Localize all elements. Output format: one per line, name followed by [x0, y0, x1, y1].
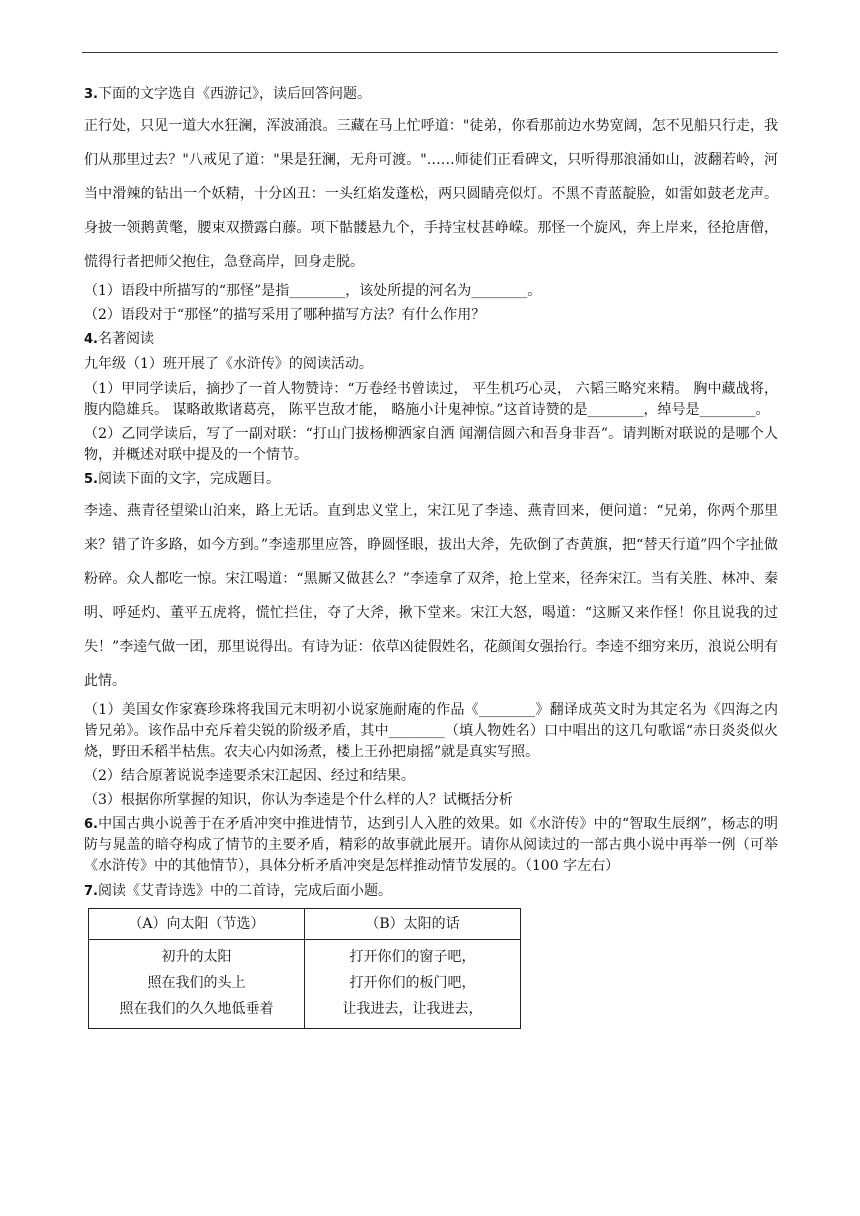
poem-table — [88, 908, 521, 1029]
question-3-sub-2: （2）语段对于“那怪”的描写采用了哪种描写方法？有什么作用？ — [84, 307, 486, 323]
question-prompt: 阅读《艾青诗选》中的二首诗，完成后面小题。 — [97, 883, 392, 899]
question-6 — [84, 814, 778, 877]
header-rule — [82, 52, 778, 53]
question-4-sub-1: （1）甲同学读后，摘抄了一首人物赞诗：“万卷经书曾读过， 平生机巧心灵， 六韬三略究来精。 胸中藏战将， 腹内隐雄兵。 谋略敢欺诸葛亮， 陈平岂敌才能， 略施小计鬼神惊。”这首诗赞的是________，绰号是________。 — [84, 381, 778, 418]
question-4-intro: 九年级（1）班开展了《水浒传》的阅读活动。 — [84, 356, 373, 372]
poem-line: 打开你们的板门吧， — [349, 975, 476, 991]
question-3-passage: 正行处，只见一道大水狂澜，浑波涌浪。三藏在马上忙呼道："徒弟，你看那前边水势宽阔，怎不见船只行走，我们从那里过去？"八戒见了道："果是狂澜，无舟可渡。"……师徒们正看碑文，只听得那浪涌如山，波翻若岭，河当中滑辣的钻出一个妖精，十分凶丑：一头红焰发蓬松，两只圆睛亮似灯。不黑不青蓝靛脸，如雷如鼓老龙声。身披一领鹅黄氅，腰束双攒露白藤。项下骷髅悬九个，手持宝杖甚峥嵘。那怪一个旋风，奔上岸来，径抢唐僧，慌得行者把师父抱住，急登高岸，回身走脱。 — [84, 118, 778, 270]
question-5-sub-2: （2）结合原著说说李逵要杀宋江起因、经过和结果。 — [84, 768, 415, 784]
question-7-heading — [84, 881, 778, 902]
poem-b-title: （B）太阳的话 — [305, 909, 521, 940]
question-3-heading — [84, 84, 778, 105]
poem-a-body — [89, 940, 305, 1029]
question-5-passage: 李逵、燕青径望梁山泊来，路上无话。直到忠义堂上，宋江见了李逵、燕青回来，便问道：“兄弟，你两个那里来？错了许多路，如今方到。”李逵那里应答，睁圆怪眼，拔出大斧，先砍倒了杏黄旗，把“替天行道”四个字扯做粉碎。众人都吃一惊。宋江喝道：“黑厮又做甚么？”李逵拿了双斧，抢上堂来，径奔宋江。当有关胜、林冲、秦明、呼延灼、董平五虎将，慌忙拦住，夺了大斧，揪下堂来。宋江大怒，喝道：“这厮又来作怪！你且说我的过失！”李逵气做一团，那里说得出。有诗为证：依草凶徒假姓名，花颜闺女强抬行。李逵不细穷来历，浪说公明有此情。 — [84, 503, 778, 689]
question-3-sub-1: （1）语段中所描写的“那怪”是指________，该处所提的河名为________。 — [84, 283, 542, 299]
question-4-sub-2: （2）乙同学读后，写了一副对联：“打山门拔杨柳洒家自洒 闻潮信圆六和吾身非吾”。请判断对联说的是哪个人物，并概述对联中提及的一个情节。 — [84, 426, 778, 463]
question-number: 4. — [84, 332, 98, 347]
question-prompt: 阅读下面的文字，完成题目。 — [97, 471, 280, 487]
question-number: 7. — [84, 884, 98, 899]
question-number: 6. — [84, 817, 98, 832]
poem-b-body — [305, 940, 521, 1029]
question-4-heading — [84, 329, 778, 350]
question-5-sub-1: （1）美国女作家赛珍珠将我国元末明初小说家施耐庵的作品《________》翻译成英文时为其定名为《四海之内皆兄弟》。该作品中充斥着尖锐的阶级矛盾，其中________（填人物姓名）口中唱出的这几句歌谣“赤日炎炎似火烧，野田禾稻半枯焦。农夫心内如汤煮，楼上王孙把扇摇”就是真实写照。 — [84, 702, 778, 760]
poem-line: 让我进去，让我进去， — [342, 1001, 483, 1017]
poem-line: 照在我们的久久地低垂着 — [119, 1001, 274, 1017]
question-prompt: 名著阅读 — [97, 331, 154, 347]
poem-line: 初升的太阳 — [161, 949, 232, 965]
question-number: 5. — [84, 472, 98, 487]
document-body — [84, 84, 778, 1029]
question-5-sub-3: （3）根据你所掌握的知识，你认为李逵是个什么样的人？试概括分析 — [84, 792, 513, 808]
question-5-heading — [84, 469, 778, 490]
question-number: 3. — [84, 87, 98, 102]
poem-line: 照在我们的头上 — [147, 975, 246, 991]
question-prompt: 中国古典小说善于在矛盾冲突中推进情节，达到引人入胜的效果。如《水浒传》中的“智取生辰纲”，杨志的明防与晁盖的暗夺构成了情节的主要矛盾，精彩的故事就此展开。请你从阅读过的一部古典小说中再举一例（可举《水浒传》中的其他情节），具体分析矛盾冲突是怎样推动情节发展的。（100 字左右） — [84, 816, 778, 874]
poem-a-title: （A）向太阳（节选） — [89, 909, 305, 940]
question-prompt: 下面的文字选自《西游记》，读后回答问题。 — [97, 86, 371, 102]
poem-line: 打开你们的窗子吧， — [349, 949, 476, 965]
